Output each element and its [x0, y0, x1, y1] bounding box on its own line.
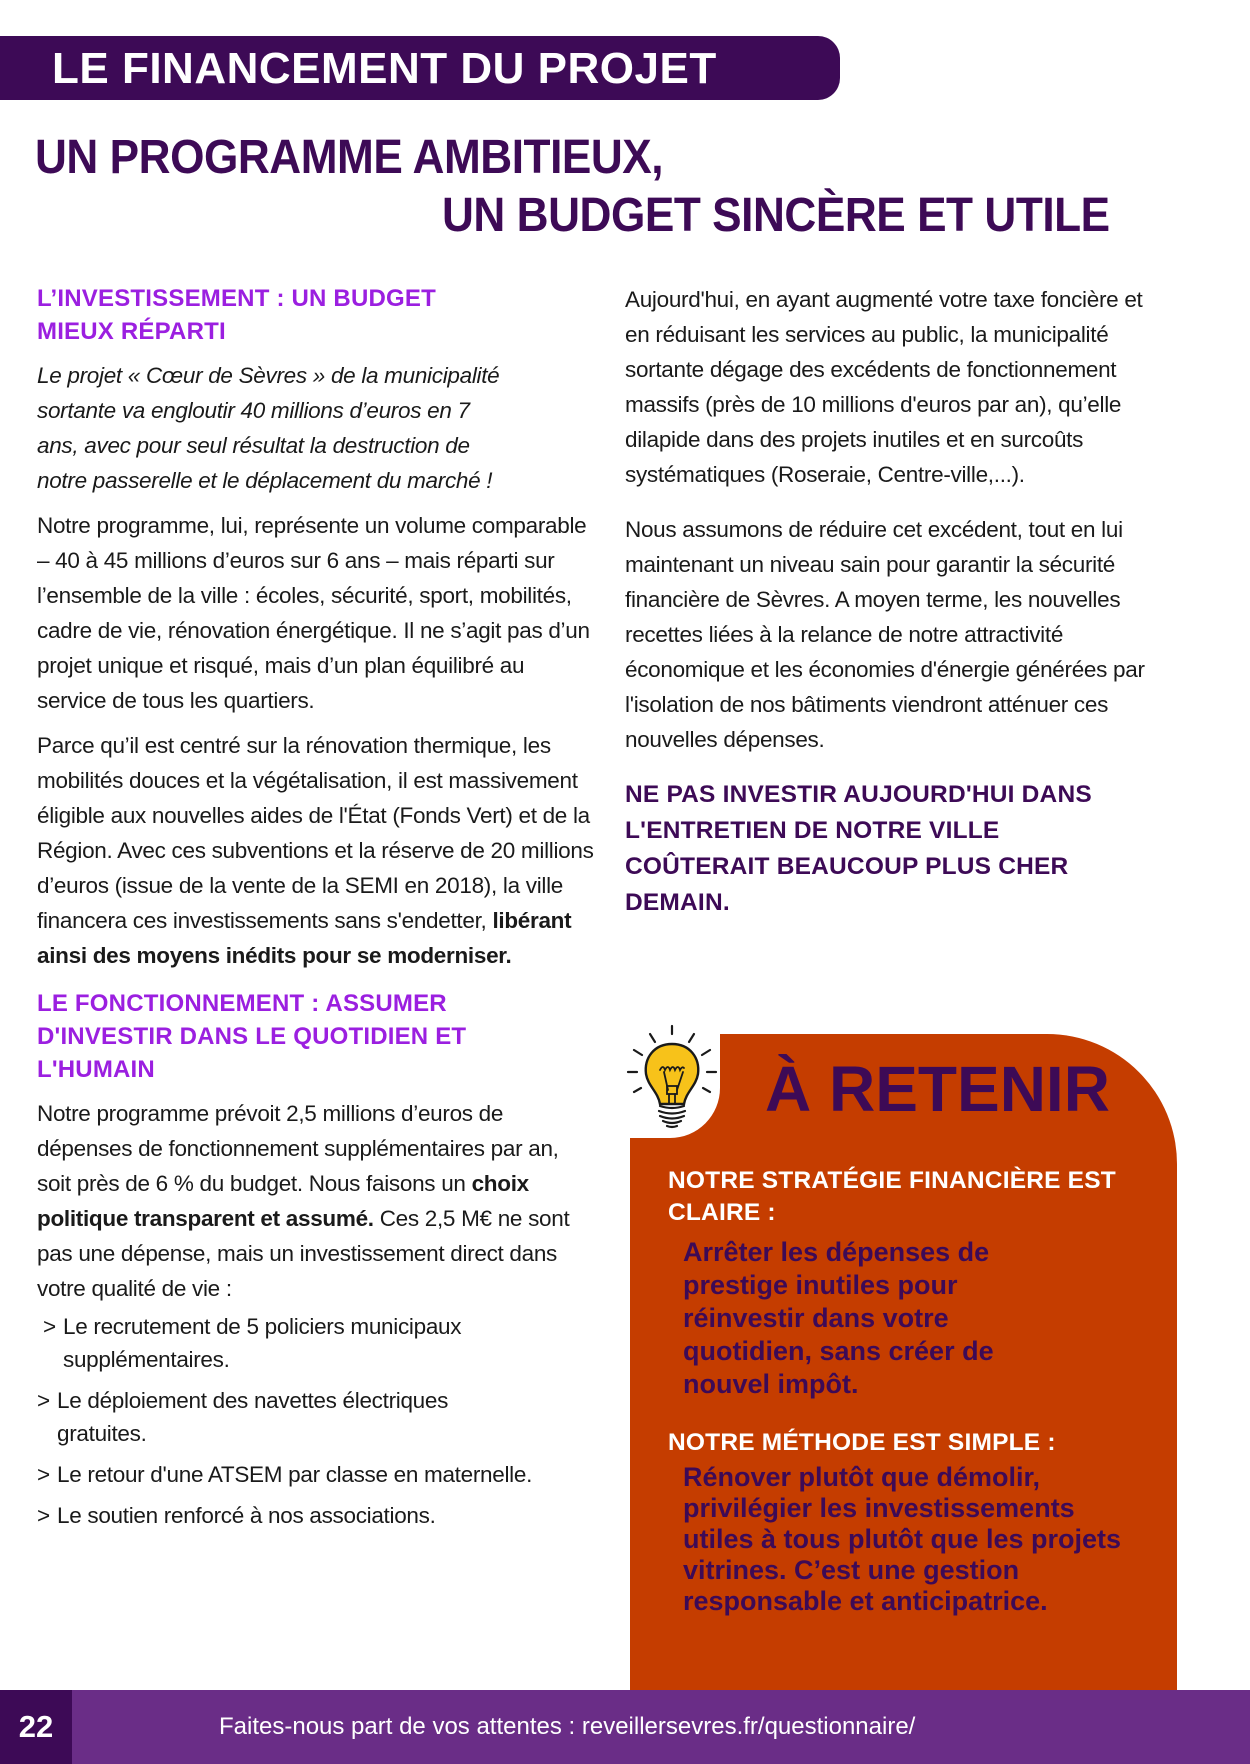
chevron-right-icon: >: [37, 1388, 50, 1413]
page-number: 22: [0, 1690, 72, 1764]
bullet-text: Le soutien renforcé à nos associations.: [57, 1503, 436, 1528]
page-footer: [0, 1690, 1250, 1764]
method-text: Rénover plutôt que démolir, privilégier les investissements utiles à tous plutôt que les projets vitrines. C’est une gestion responsable et anticipatrice.: [683, 1462, 1122, 1616]
bullet-item: [37, 1458, 597, 1491]
page-headline-line-1: UN PROGRAMME AMBITIEUX,: [35, 131, 664, 184]
investment-heading: L’INVESTISSEMENT : UN BUDGET MIEUX RÉPARTI: [37, 285, 436, 345]
section-banner-title: LE FINANCEMENT DU PROJET: [52, 44, 717, 93]
method-heading: NOTRE MÉTHODE EST SIMPLE :: [668, 1429, 1056, 1456]
bullet-text: Le retour d'une ATSEM par classe en maternelle.: [57, 1462, 533, 1487]
bullet-text: Le déploiement des navettes électriques gratuites.: [57, 1388, 449, 1446]
chevron-right-icon: >: [37, 1503, 50, 1528]
investment-paragraph-1: Notre programme, lui, représente un volume comparable – 40 à 45 millions d’euros sur 6 ans – mais réparti sur l’ensemble de la ville : écoles, sécurité, sport, mobilités, cadre de vie, rénovation énergétique. Il ne s’agit pas d’un projet unique et risqué, mais d’un plan équilibré au service de tous les quartiers.: [37, 513, 590, 713]
operating-bullet-list: [37, 1310, 597, 1532]
operating-heading: LE FONCTIONNEMENT : ASSUMER D'INVESTIR DANS LE QUOTIDIEN ET L'HUMAIN: [37, 990, 467, 1083]
investment-paragraph-2-bold: libérant ainsi des moyens inédits pour se moderniser.: [37, 908, 572, 968]
bullet-item: [37, 1384, 517, 1450]
page-headline-line-2: UN BUDGET SINCÈRE ET UTILE: [442, 189, 1110, 242]
key-takeaways-title: À RETENIR: [765, 1053, 1110, 1125]
investment-paragraph-2-text: Parce qu’il est centré sur la rénovation thermique, les mobilités douces et la végétalisation, il est massivement éligible aux nouvelles aides de l'État (Fonds Vert) et de la Région. Avec ces subventions et la réserve de 20 millions d’euros (issue de la vente de la SEMI en 2018), la ville financera ces investissements sans s'endetter,: [37, 733, 594, 933]
footer-questionnaire-link[interactable]: Faites-nous part de vos attentes : reveillersevres.fr/questionnaire/: [219, 1713, 916, 1740]
section-banner: [0, 36, 840, 100]
operating-paragraph-end: Ces 2,5 M€ ne sont pas une dépense, mais un investissement direct dans votre qualité de vie :: [37, 1206, 570, 1301]
lightbulb-icon: [620, 1022, 720, 1132]
operating-paragraph-start: Notre programme prévoit 2,5 millions d’euros de dépenses de fonctionnement supplémentaires par an, soit près de 6 % du budget. Nous faisons un: [37, 1101, 559, 1196]
strategy-text: Arrêter les dépenses de prestige inutiles pour réinvestir dans votre quotidien, sans créer de nouvel impôt.: [683, 1237, 994, 1399]
operating-paragraph: [37, 1096, 582, 1306]
chevron-right-icon: >: [37, 1462, 50, 1487]
bullet-item: [37, 1499, 597, 1532]
callout-statement: NE PAS INVESTIR AUJOURD'HUI DANS L'ENTRETIEN DE NOTRE VILLE COÛTERAIT BEAUCOUP PLUS CHER DEMAIN.: [625, 781, 1092, 916]
investment-paragraph-2: [37, 728, 597, 973]
chevron-right-icon: >: [43, 1314, 56, 1339]
bullet-text: Le recrutement de 5 policiers municipaux supplémentaires.: [63, 1314, 462, 1372]
strategy-heading: NOTRE STRATÉGIE FINANCIÈRE EST CLAIRE :: [668, 1167, 1116, 1226]
bullet-item: [37, 1310, 537, 1376]
left-column: [37, 282, 597, 1540]
right-column: [625, 282, 1180, 921]
investment-intro: Le projet « Cœur de Sèvres » de la municipalité sortante va engloutir 40 millions d’euros en 7 ans, avec pour seul résultat la destruction de notre passerelle et le déplacement du marché !: [37, 363, 500, 493]
right-paragraph-2: Nous assumons de réduire cet excédent, tout en lui maintenant un niveau sain pour garantir la sécurité financière de Sèvres. A moyen terme, les nouvelles recettes liées à la relance de notre attractivité économique et les économies d'énergie générées par l'isolation de nos bâtiments viendront atténuer ces nouvelles dépenses.: [625, 517, 1145, 752]
right-paragraph-1: Aujourd'hui, en ayant augmenté votre taxe foncière et en réduisant les services au public, la municipalité sortante dégage des excédents de fonctionnement massifs (près de 10 millions d'euros par an), qu’elle dilapide dans des projets inutiles et en surcoûts systématiques (Roseraie, Centre-ville,...).: [625, 287, 1143, 487]
operating-paragraph-bold: choix politique transparent et assumé.: [37, 1171, 529, 1231]
